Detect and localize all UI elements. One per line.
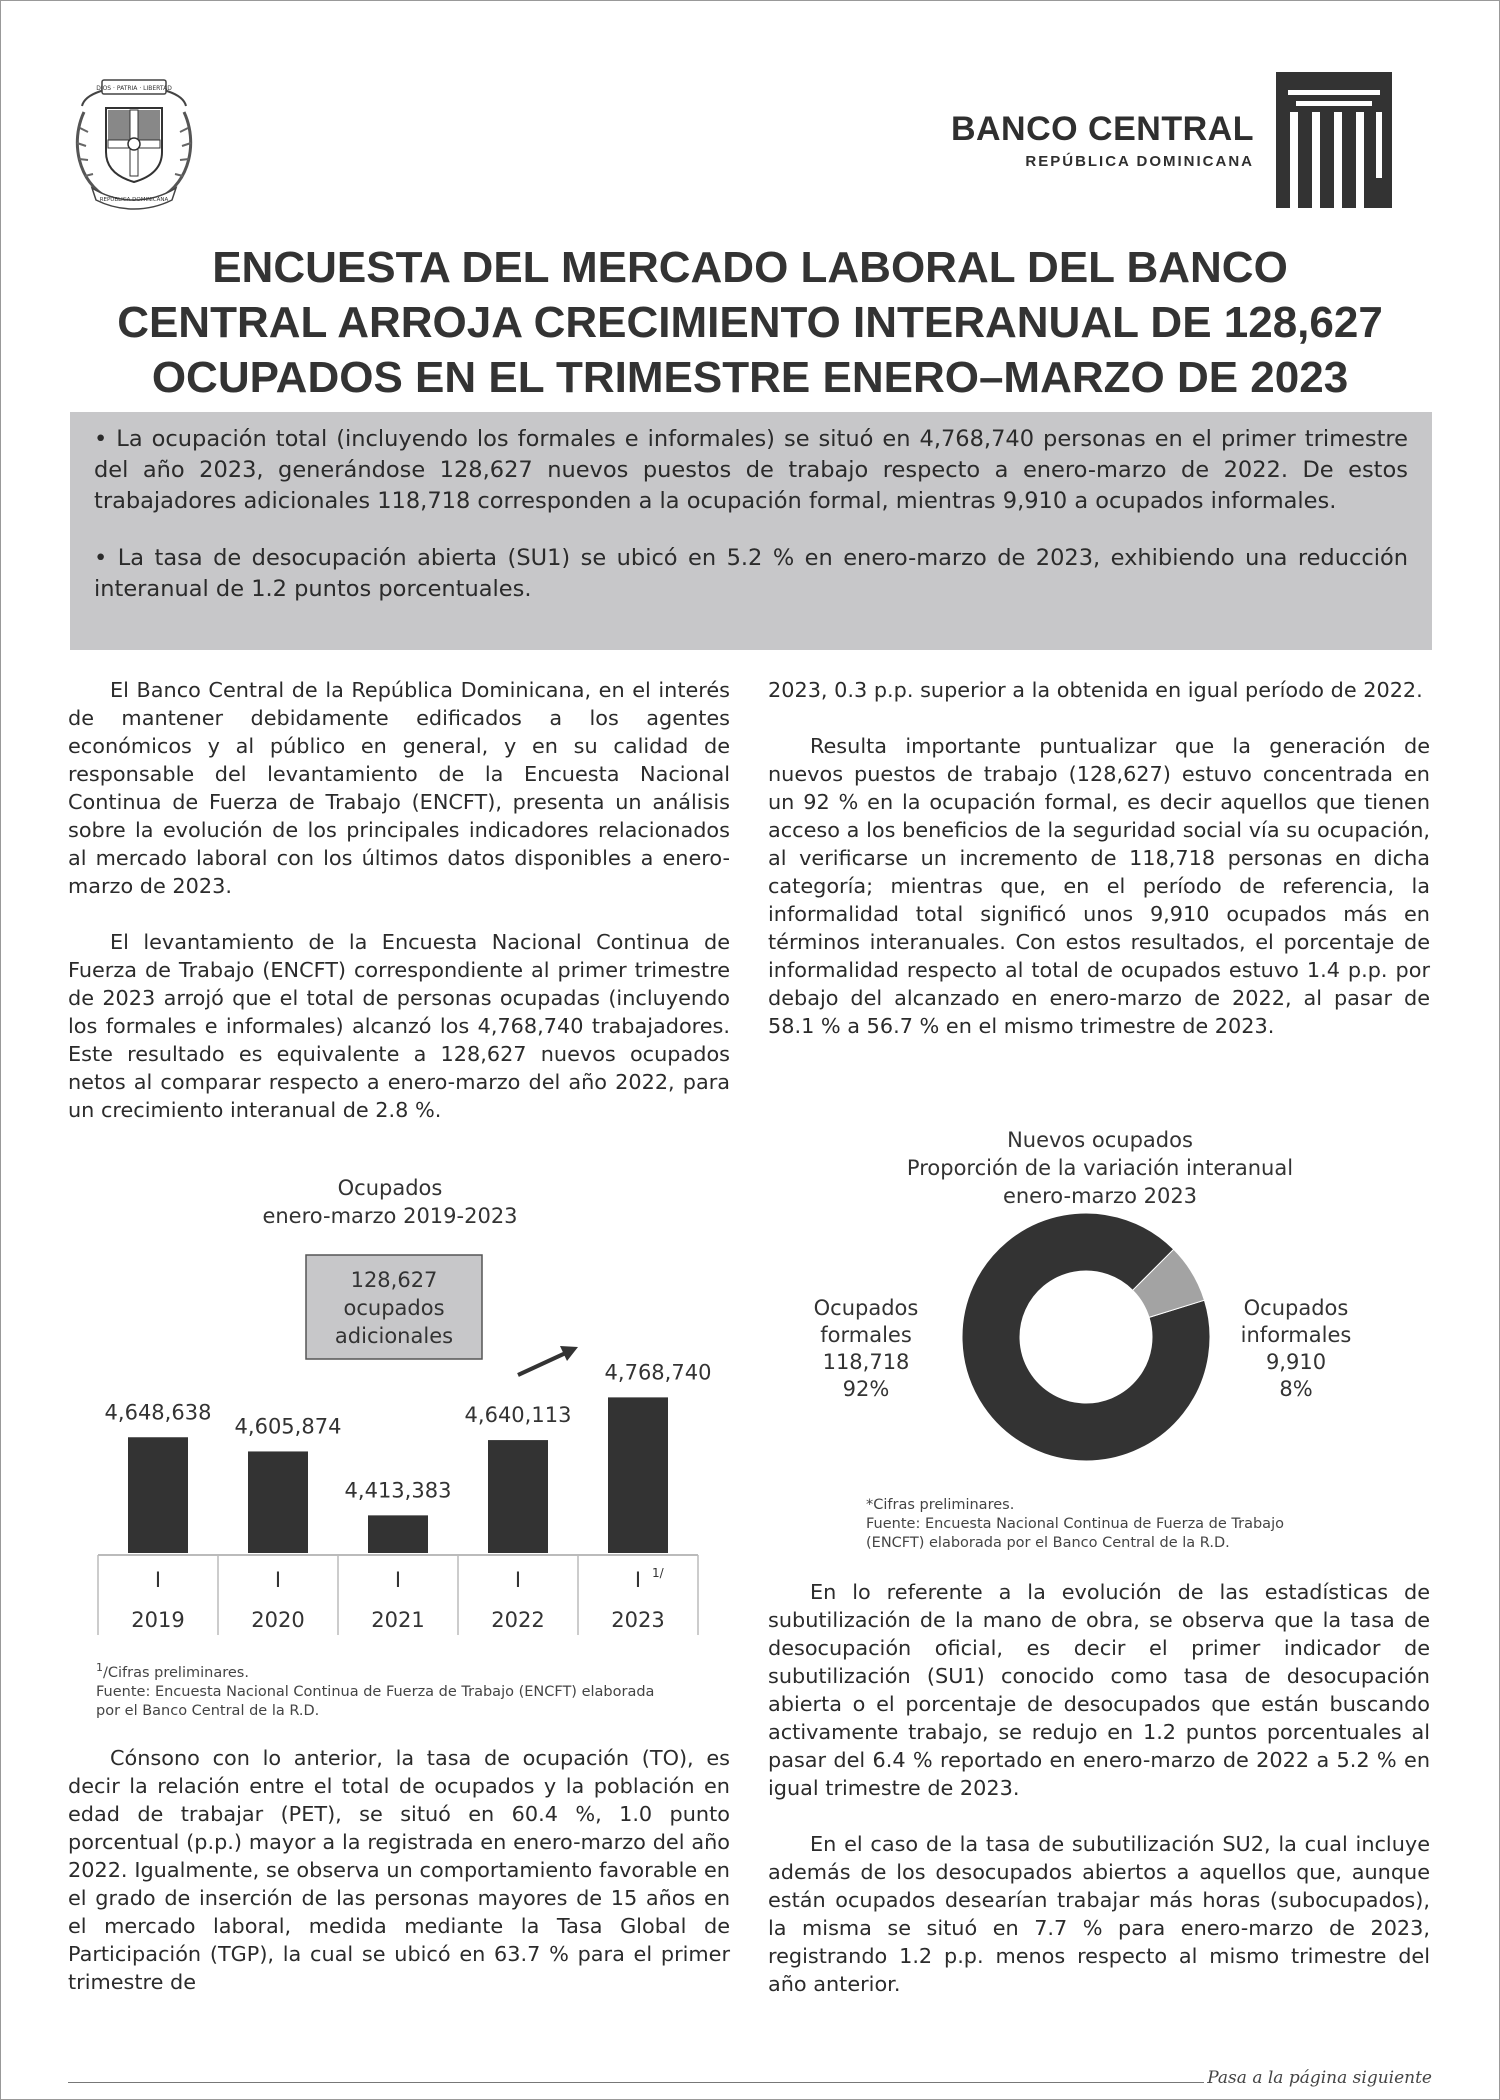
note-line: Fuente: Encuesta Nacional Continua de Fuerza de Trabajo (ENCFT) elaborada bbox=[96, 1683, 655, 1700]
year-label: 2023 bbox=[611, 1608, 665, 1632]
body-paragraph: El Banco Central de la República Dominicana, en el interés de mantener debidamente edificados a los agentes económicos y al público en general, y en su calidad de responsable del levantamiento de la Encuesta Nacional Continua de Fuerza de Trabajo (ENCFT), presenta un análisis sobre la evolución de los principales indicadores relacionados al mercado laboral con los últimos datos disponibles a enero-marzo de 2023. bbox=[68, 678, 730, 898]
callout-line: 128,627 bbox=[350, 1268, 438, 1292]
note-line: por el Banco Central de la R.D. bbox=[96, 1702, 320, 1719]
title-line: ENCUESTA DEL MERCADO LABORAL DEL BANCO bbox=[212, 243, 1288, 292]
next-page-note: Pasa a la página siguiente bbox=[1207, 2068, 1432, 2088]
title-line: CENTRAL ARROJA CRECIMIENTO INTERANUAL DE 128,627 bbox=[117, 298, 1383, 347]
year-label: 2022 bbox=[491, 1608, 545, 1632]
note-superscript: 1 bbox=[96, 1661, 103, 1674]
note-line: (ENCFT) elaborada por el Banco Central de la R.D. bbox=[866, 1535, 1230, 1551]
donut-value-label: 118,718 bbox=[822, 1350, 910, 1374]
right-column-top bbox=[768, 676, 1430, 1040]
left-column-bottom bbox=[68, 1744, 730, 1996]
bar-value-label: 4,413,383 bbox=[344, 1478, 452, 1503]
bar-chart-title-line: Ocupados bbox=[337, 1176, 443, 1200]
left-column-top bbox=[68, 676, 730, 1124]
bar-2019 bbox=[128, 1437, 188, 1553]
donut-title-line: Nuevos ocupados bbox=[1007, 1128, 1193, 1152]
year-label: 2019 bbox=[131, 1608, 185, 1632]
year-label: 2020 bbox=[251, 1608, 305, 1632]
quarter-label: I bbox=[274, 1568, 282, 1592]
donut-title-line: Proporción de la variación interanual bbox=[906, 1156, 1294, 1180]
donut-title-line: enero-marzo 2023 bbox=[1002, 1184, 1198, 1208]
body-paragraph: El levantamiento de la Encuesta Nacional Continua de Fuerza de Trabajo (ENCFT) correspondiente al primer trimestre de 2023 arrojó que el total de personas ocupadas (incluyendo los formales e informales) alcanzó los 4,768,740 trabajadores. Este resultado es equivalente a 128,627 nuevos ocupados netos al comparar respecto a enero-marzo del año 2022, para un crecimiento interanual de 2.8 %. bbox=[68, 930, 730, 1122]
summary-bullet: • La ocupación total (incluyendo los formales e informales) se situó en 4,768,740 personas en el primer trimestre del año 2023, generándose 128,627 nuevos puestos de trabajo respecto a enero-marzo de 2022. De estos trabajadores adicionales 118,718 corresponden a la ocupación formal, mientras 9,910 a ocupados informales. bbox=[94, 426, 1408, 514]
quarter-label: I bbox=[394, 1568, 402, 1592]
year-label: 2021 bbox=[371, 1608, 425, 1632]
bar-chart bbox=[68, 1245, 730, 1650]
bar-2021 bbox=[368, 1515, 428, 1553]
bar-chart-title bbox=[200, 1174, 580, 1230]
quarter-label: I bbox=[634, 1568, 642, 1592]
body-paragraph: En el caso de la tasa de subutilización SU2, la cual incluye además de los desocupados abiertos a aquellos que, aunque están ocupados desearían trabajar más horas (subocupados), la misma se situó en 7.7 % para enero-marzo de 2023, registrando 1.2 p.p. menos respecto al mismo trimestre del año anterior. bbox=[768, 1832, 1430, 1996]
bar-chart-notes bbox=[96, 1658, 736, 1721]
page-title bbox=[60, 240, 1440, 405]
bar-chart-title-line: enero-marzo 2019-2023 bbox=[262, 1204, 518, 1228]
coat-of-arms-seal bbox=[68, 72, 200, 210]
bar-value-label: 4,640,113 bbox=[464, 1403, 572, 1428]
summary-box bbox=[70, 412, 1432, 650]
banco-central-logo bbox=[951, 72, 1392, 208]
donut-chart-title bbox=[800, 1126, 1400, 1210]
growth-arrow-icon bbox=[518, 1351, 570, 1375]
logo-subtitle: REPÚBLICA DOMINICANA bbox=[1025, 153, 1254, 170]
donut-label: formales bbox=[820, 1323, 912, 1347]
title-line: OCUPADOS EN EL TRIMESTRE ENERO–MARZO DE 2023 bbox=[151, 353, 1349, 402]
quarter-label: I bbox=[514, 1568, 522, 1592]
donut-label: Ocupados bbox=[813, 1296, 919, 1320]
donut-value-label: 9,910 bbox=[1265, 1350, 1327, 1374]
seal-motto-bottom: REPÚBLICA DOMINICANA bbox=[99, 197, 169, 203]
note-line: Fuente: Encuesta Nacional Continua de Fuerza de Trabajo bbox=[866, 1516, 1284, 1532]
donut-chart-notes bbox=[866, 1496, 1406, 1553]
seal-motto-top: DIOS · PATRIA · LIBERTAD bbox=[96, 85, 172, 92]
bar-2022 bbox=[488, 1440, 548, 1553]
callout-line: ocupados bbox=[343, 1296, 445, 1320]
right-column-bottom bbox=[768, 1578, 1430, 1998]
bar-value-label: 4,648,638 bbox=[104, 1400, 212, 1425]
building-columns-icon bbox=[1276, 72, 1392, 208]
logo-name: BANCO CENTRAL bbox=[950, 110, 1254, 148]
body-paragraph: 2023, 0.3 p.p. superior a la obtenida en igual período de 2022. bbox=[768, 678, 1423, 702]
bar-2020 bbox=[248, 1451, 308, 1553]
body-paragraph: Cónsono con lo anterior, la tasa de ocupación (TO), es decir la relación entre el total de ocupados y la población en edad de trabajar (PET), se situó en 60.4 %, 1.0 punto porcentual (p.p.) mayor a la registrada en enero-marzo del año 2022. Igualmente, se observa un comportamiento favorable en el grado de inserción de las personas mayores de 15 años en el mercado laboral, medida mediante la Tasa Global de Participación (TGP), la cual se ubicó en 63.7 % para el primer trimestre de bbox=[68, 1746, 730, 1994]
donut-percent-label: 92% bbox=[842, 1377, 890, 1401]
donut-chart bbox=[768, 1212, 1430, 1482]
note-line: *Cifras preliminares. bbox=[866, 1497, 1015, 1513]
bar-value-label: 4,605,874 bbox=[234, 1414, 342, 1439]
body-paragraph: Resulta importante puntualizar que la generación de nuevos puestos de trabajo (128,627) estuvo concentrada en un 92 % en la ocupación formal, es decir aquellos que tienen acceso a los beneficios de la seguridad social vía su ocupación, al verificarse un incremento de 118,718 personas en dicha categoría; mientras que, en el período de referencia, la informalidad total significó unos 9,910 ocupados más en términos interanuales. Con estos resultados, el porcentaje de informalidad respecto al total de ocupados estuvo 1.4 p.p. por debajo del alcanzado en enero-marzo de 2022, al pasar de 58.1 % a 56.7 % en el mismo trimestre de 2023. bbox=[768, 734, 1430, 1038]
body-paragraph: En lo referente a la evolución de las estadísticas de subutilización de la mano de obra, se observa que la tasa de desocupación oficial, es decir el primer indicador de subutilización (SU1) conocido como tasa de desocupación abierta o el porcentaje de desocupados que están buscando activamente trabajo, se redujo en 1.2 puntos porcentuales al pasar del 6.4 % reportado en enero-marzo de 2022 a 5.2 % en igual trimestre de 2023. bbox=[768, 1580, 1430, 1800]
footer-divider bbox=[68, 2082, 1204, 2083]
summary-bullet: • La tasa de desocupación abierta (SU1) se ubicó en 5.2 % en enero-marzo de 2023, exhibiendo una reducción interanual de 1.2 puntos porcentuales. bbox=[94, 545, 1408, 602]
donut-label: informales bbox=[1240, 1323, 1352, 1347]
quarter-label: I bbox=[154, 1568, 162, 1592]
donut-percent-label: 8% bbox=[1279, 1377, 1313, 1401]
bar-value-label: 4,768,740 bbox=[604, 1360, 712, 1385]
bar-2023 bbox=[608, 1397, 668, 1553]
donut-label: Ocupados bbox=[1243, 1296, 1349, 1320]
callout-line: adicionales bbox=[334, 1324, 454, 1348]
note-line: /Cifras preliminares. bbox=[103, 1664, 249, 1681]
quarter-superscript: 1/ bbox=[652, 1566, 664, 1580]
